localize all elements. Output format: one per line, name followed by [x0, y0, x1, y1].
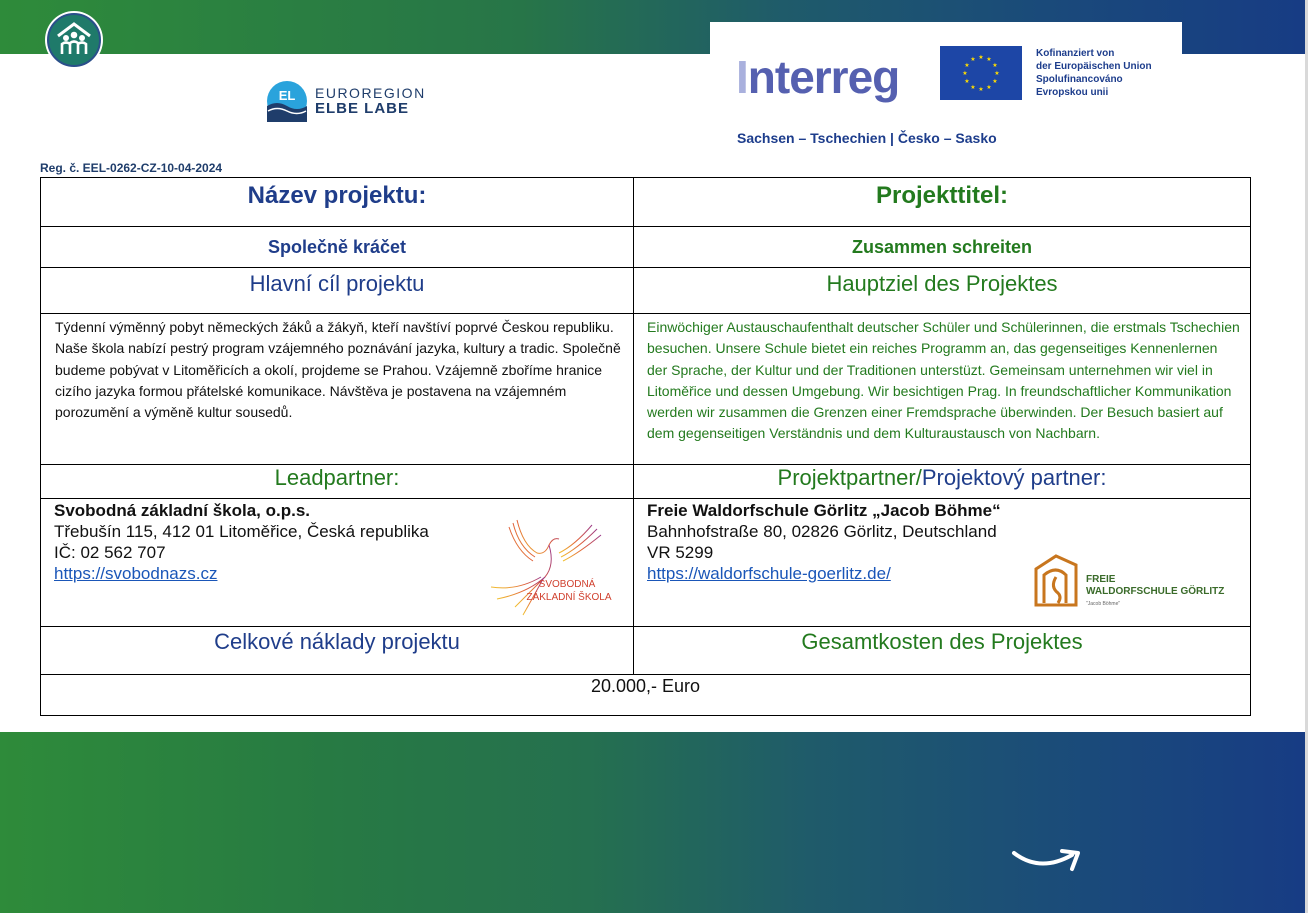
leadpartner-label: Leadpartner: — [41, 465, 634, 499]
svg-text:★: ★ — [962, 70, 968, 77]
leadpartner-address: Třebušín 115, 412 01 Litoměřice, Česká republika — [54, 522, 429, 541]
projectpartner-address: Bahnhofstraße 80, 02826 Görlitz, Deutschland — [647, 522, 997, 541]
eu-flag-icon — [940, 46, 1022, 100]
svg-text:★: ★ — [992, 62, 998, 69]
projectpartner-label: Projektpartner/Projektový partner: — [634, 465, 1251, 499]
svg-text:★: ★ — [978, 54, 984, 61]
svg-text:ZÁKLADNÍ ŠKOLA: ZÁKLADNÍ ŠKOLA — [526, 592, 612, 603]
total-cost-value: 20.000,- Euro — [41, 675, 1251, 716]
project-name-de: Zusammen schreiten — [634, 227, 1251, 268]
svg-text:★: ★ — [992, 78, 998, 85]
projectpartner-url-link[interactable]: https://waldorfschule-goerlitz.de/ — [647, 564, 891, 583]
eu-cofinancing-text: Kofinanziert von der Europäischen Union Spolufinancováno Evropskou unii — [1036, 48, 1152, 98]
euroregion-label: EUROREGION — [315, 85, 426, 101]
cost-label-cz: Celkové náklady projektu — [41, 627, 634, 675]
projectpartner-id: VR 5299 — [647, 543, 714, 562]
projectpartner-info — [634, 499, 1251, 627]
leadpartner-info — [41, 499, 634, 627]
svg-text:★: ★ — [978, 86, 984, 93]
waldorf-house-icon — [1032, 553, 1084, 609]
registration-number: Reg. č. EEL-0262-CZ-10-04-2024 — [40, 161, 223, 175]
cost-label-de: Gesamtkosten des Projektes — [634, 627, 1251, 675]
title-label-de: Projekttitel: — [634, 178, 1251, 227]
footer-gradient-band — [0, 732, 1305, 913]
title-label-cz: Název projektu: — [41, 178, 634, 227]
waldorfschule-logo: FREIE WALDORFSCHULE GÖRLITZ "Jacob Böhme" — [1032, 553, 1232, 611]
project-info-table — [40, 177, 1251, 716]
program-region-label: Sachsen – Tschechien | Česko – Sasko — [737, 130, 997, 146]
curved-arrow-right-icon[interactable] — [1010, 845, 1084, 877]
svg-text:★: ★ — [970, 84, 976, 91]
goal-label-de: Hauptziel des Projektes — [634, 268, 1251, 314]
svg-text:EL: EL — [278, 88, 296, 103]
interreg-logo-box — [710, 22, 1182, 154]
goal-label-cz: Hlavní cíl projektu — [41, 268, 634, 314]
projectpartner-name: Freie Waldorfschule Görlitz „Jacob Böhme“ — [647, 501, 1001, 520]
leadpartner-url-link[interactable]: https://svobodnazs.cz — [54, 564, 218, 583]
project-name-cz: Společně kráčet — [41, 227, 634, 268]
svg-text:★: ★ — [986, 56, 992, 63]
goal-description-cz: Týdenní výměnný pobyt německých žáků a žákyň, kteří navštíví poprvé Českou republiku. Naše škola nabízí pestrý program vzájemného poznávání jazyka, kultury a tradic. Společně budeme pobývat v Litoměřicích a okolí, projdeme se Prahou. Vzájemně zboříme hranice cizího jazyka formou přátelské komunikace. Návštěva je postavena na vzájemném porozumění a výměně kultur sousedů. — [41, 314, 634, 465]
svg-text:★: ★ — [986, 84, 992, 91]
interreg-wordmark: Interreg — [736, 51, 900, 103]
svg-text:★: ★ — [970, 56, 976, 63]
svg-text:★: ★ — [964, 78, 970, 85]
house-people-logo-icon — [44, 10, 104, 70]
elbe-wave-icon — [266, 80, 308, 122]
svobodna-skola-phoenix-logo — [487, 515, 617, 617]
svg-text:★: ★ — [994, 70, 1000, 77]
svg-text:SVOBODNÁ: SVOBODNÁ — [538, 579, 596, 590]
leadpartner-name: Svobodná základní škola, o.p.s. — [54, 501, 311, 520]
euroregion-elbe-labe-logo — [266, 79, 426, 123]
elbe-labe-label: ELBE LABE — [315, 100, 410, 117]
goal-description-de: Einwöchiger Austauschaufenthalt deutscher Schüler und Schülerinnen, die erstmals Tschechien besuchen. Unsere Schule bietet ein reiches Programm an, das gegenseitiges Kennenlernen der Sprache, der Kultur und der Traditionen unterstüzt. Gemeinsam unternehmen wir viel in Litoměřice und dessen Umgebung. Wir besichtigen Prag. In freundschaftlicher Kommunikation werden wir zusammen die Grenzen einer Fremdsprache überwinden. Der Besuch basiert auf dem gegenseitigen Verständnis und dem Kulturaustausch von Nachbarn. — [634, 314, 1251, 465]
svg-text:★: ★ — [964, 62, 970, 69]
leadpartner-id: IČ: 02 562 707 — [54, 543, 166, 562]
